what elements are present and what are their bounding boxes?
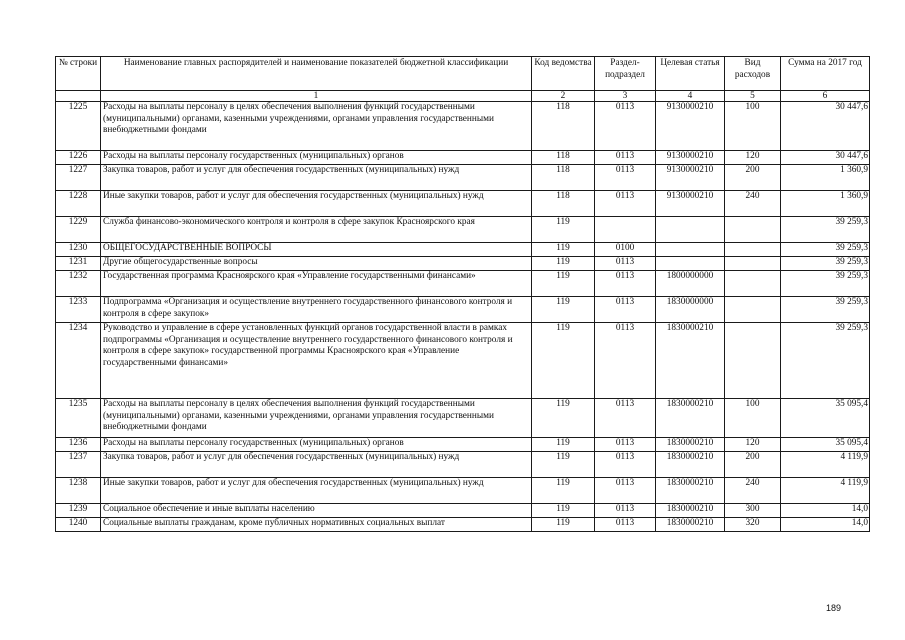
- row-name: Социальное обеспечение и иные выплаты населению: [101, 504, 532, 518]
- row-target: 1830000210: [656, 452, 725, 478]
- row-name: Иные закупки товаров, работ и услуг для обеспечения государственных (муниципальных) нужд: [101, 478, 532, 504]
- row-number: 1237: [56, 452, 101, 478]
- table-row: [56, 438, 870, 452]
- table-row: [56, 165, 870, 191]
- row-expense-type: [725, 323, 781, 399]
- row-name: Закупка товаров, работ и услуг для обеспечения государственных (муниципальных) нужд: [101, 452, 532, 478]
- row-amount: 39 259,3: [781, 217, 870, 243]
- budget-table: [55, 56, 870, 532]
- row-expense-type: 100: [725, 399, 781, 438]
- row-dept-code: 119: [532, 518, 595, 532]
- row-section: 0113: [595, 438, 656, 452]
- row-expense-type: 320: [725, 518, 781, 532]
- row-name: Подпрограмма «Организация и осуществление внутреннего государственного финансового контроля и контроля в сфере закупок»: [101, 297, 532, 323]
- row-target: 1830000210: [656, 478, 725, 504]
- row-number: 1235: [56, 399, 101, 438]
- header-dept-code: Код ведомства: [532, 57, 595, 91]
- row-expense-type: [725, 257, 781, 271]
- row-dept-code: 118: [532, 102, 595, 151]
- row-name: Расходы на выплаты персоналу государственных (муниципальных) органов: [101, 151, 532, 165]
- row-dept-code: 119: [532, 297, 595, 323]
- row-number: 1229: [56, 217, 101, 243]
- row-section: 0113: [595, 102, 656, 151]
- row-section: 0113: [595, 191, 656, 217]
- table-row: [56, 257, 870, 271]
- row-number: 1227: [56, 165, 101, 191]
- row-amount: 1 360,9: [781, 165, 870, 191]
- row-target: 1830000210: [656, 399, 725, 438]
- row-dept-code: 119: [532, 271, 595, 297]
- table-row: [56, 323, 870, 399]
- row-amount: 14,0: [781, 504, 870, 518]
- row-amount: 4 119,9: [781, 478, 870, 504]
- table-row: [56, 191, 870, 217]
- row-section: 0113: [595, 478, 656, 504]
- row-section: 0113: [595, 504, 656, 518]
- header-expense-type: Вид расходов: [725, 57, 781, 91]
- row-name: Иные закупки товаров, работ и услуг для обеспечения государственных (муниципальных) нужд: [101, 191, 532, 217]
- header-amount: Сумма на 2017 год: [781, 57, 870, 91]
- row-target: [656, 257, 725, 271]
- row-expense-type: 300: [725, 504, 781, 518]
- column-number: 5: [725, 91, 781, 102]
- row-amount: 30 447,6: [781, 102, 870, 151]
- row-number: 1228: [56, 191, 101, 217]
- row-name: Закупка товаров, работ и услуг для обеспечения государственных (муниципальных) нужд: [101, 165, 532, 191]
- row-expense-type: [725, 217, 781, 243]
- row-expense-type: 120: [725, 438, 781, 452]
- row-expense-type: [725, 243, 781, 257]
- row-name: Другие общегосударственные вопросы: [101, 257, 532, 271]
- row-target: 9130000210: [656, 151, 725, 165]
- row-dept-code: 118: [532, 151, 595, 165]
- table-row: [56, 504, 870, 518]
- table-row: [56, 102, 870, 151]
- table-row: [56, 478, 870, 504]
- row-name: Руководство и управление в сфере установленных функций органов государственной власти в рамках подпрограммы «Организация и осуществление внутреннего государственного финансового контроля и контроля в сфере закупок» государственной программы Красноярского края «Управление государственными финансами»: [101, 323, 532, 399]
- table-row: [56, 399, 870, 438]
- row-expense-type: 240: [725, 191, 781, 217]
- row-expense-type: 200: [725, 165, 781, 191]
- row-target: 1830000210: [656, 504, 725, 518]
- table-row: [56, 297, 870, 323]
- row-name: ОБЩЕГОСУДАРСТВЕННЫЕ ВОПРОСЫ: [101, 243, 532, 257]
- row-number: 1233: [56, 297, 101, 323]
- column-number-row: [56, 91, 870, 102]
- row-expense-type: 200: [725, 452, 781, 478]
- row-amount: 30 447,6: [781, 151, 870, 165]
- row-target: 1830000000: [656, 297, 725, 323]
- row-target: 1830000210: [656, 518, 725, 532]
- row-name: Социальные выплаты гражданам, кроме публичных нормативных социальных выплат: [101, 518, 532, 532]
- row-section: 0100: [595, 243, 656, 257]
- row-amount: 1 360,9: [781, 191, 870, 217]
- row-section: [595, 217, 656, 243]
- header-section: Раздел-подраздел: [595, 57, 656, 91]
- row-target: 1830000210: [656, 323, 725, 399]
- column-number: 1: [101, 91, 532, 102]
- row-section: 0113: [595, 297, 656, 323]
- row-number: 1225: [56, 102, 101, 151]
- header-target: Целевая статья: [656, 57, 725, 91]
- table-row: [56, 452, 870, 478]
- row-name: Расходы на выплаты персоналу в целях обеспечения выполнения функций государственными (муниципальными) органами, казенными учреждениями, органами управления государственными внебюджетными фондами: [101, 102, 532, 151]
- row-number: 1232: [56, 271, 101, 297]
- row-amount: 39 259,3: [781, 257, 870, 271]
- row-target: 1830000210: [656, 438, 725, 452]
- row-amount: 39 259,3: [781, 243, 870, 257]
- row-dept-code: 119: [532, 217, 595, 243]
- row-number: 1231: [56, 257, 101, 271]
- row-expense-type: 240: [725, 478, 781, 504]
- row-number: 1239: [56, 504, 101, 518]
- row-expense-type: [725, 297, 781, 323]
- column-number: 2: [532, 91, 595, 102]
- row-amount: 39 259,3: [781, 271, 870, 297]
- header-name: Наименование главных распорядителей и наименование показателей бюджетной классификации: [101, 57, 532, 91]
- header-row-no: № строки: [56, 57, 101, 91]
- budget-table-container: [55, 56, 869, 532]
- row-section: 0113: [595, 518, 656, 532]
- header-row: [56, 57, 870, 91]
- row-number: 1236: [56, 438, 101, 452]
- column-number: 6: [781, 91, 870, 102]
- row-target: 1800000000: [656, 271, 725, 297]
- row-dept-code: 119: [532, 257, 595, 271]
- table-body: [56, 102, 870, 532]
- row-section: 0113: [595, 452, 656, 478]
- page-number: 189: [826, 603, 842, 613]
- table-row: [56, 217, 870, 243]
- column-number-blank: [56, 91, 101, 102]
- row-dept-code: 119: [532, 323, 595, 399]
- row-dept-code: 118: [532, 165, 595, 191]
- row-dept-code: 118: [532, 191, 595, 217]
- row-dept-code: 119: [532, 478, 595, 504]
- row-dept-code: 119: [532, 504, 595, 518]
- row-expense-type: [725, 271, 781, 297]
- row-target: 9130000210: [656, 191, 725, 217]
- row-amount: 39 259,3: [781, 297, 870, 323]
- row-target: 9130000210: [656, 102, 725, 151]
- row-name: Расходы на выплаты персоналу в целях обеспечения выполнения функций государственными (муниципальными) органами, казенными учреждениями, органами управления государственными внебюджетными фондами: [101, 399, 532, 438]
- row-section: 0113: [595, 399, 656, 438]
- row-number: 1234: [56, 323, 101, 399]
- row-section: 0113: [595, 271, 656, 297]
- row-expense-type: 120: [725, 151, 781, 165]
- row-amount: 35 095,4: [781, 399, 870, 438]
- row-section: 0113: [595, 165, 656, 191]
- row-amount: 14,0: [781, 518, 870, 532]
- row-amount: 35 095,4: [781, 438, 870, 452]
- row-number: 1226: [56, 151, 101, 165]
- row-target: 9130000210: [656, 165, 725, 191]
- row-section: 0113: [595, 151, 656, 165]
- table-row: [56, 271, 870, 297]
- row-dept-code: 119: [532, 438, 595, 452]
- row-number: 1238: [56, 478, 101, 504]
- row-section: 0113: [595, 323, 656, 399]
- row-number: 1230: [56, 243, 101, 257]
- column-number: 4: [656, 91, 725, 102]
- column-number: 3: [595, 91, 656, 102]
- row-number: 1240: [56, 518, 101, 532]
- row-name: Служба финансово-экономического контроля и контроля в сфере закупок Красноярского края: [101, 217, 532, 243]
- row-expense-type: 100: [725, 102, 781, 151]
- table-row: [56, 243, 870, 257]
- row-dept-code: 119: [532, 452, 595, 478]
- row-amount: 4 119,9: [781, 452, 870, 478]
- table-row: [56, 518, 870, 532]
- row-dept-code: 119: [532, 399, 595, 438]
- row-name: Государственная программа Красноярского края «Управление государственными финансами»: [101, 271, 532, 297]
- row-target: [656, 243, 725, 257]
- row-target: [656, 217, 725, 243]
- row-section: 0113: [595, 257, 656, 271]
- row-name: Расходы на выплаты персоналу государственных (муниципальных) органов: [101, 438, 532, 452]
- row-amount: 39 259,3: [781, 323, 870, 399]
- row-dept-code: 119: [532, 243, 595, 257]
- table-row: [56, 151, 870, 165]
